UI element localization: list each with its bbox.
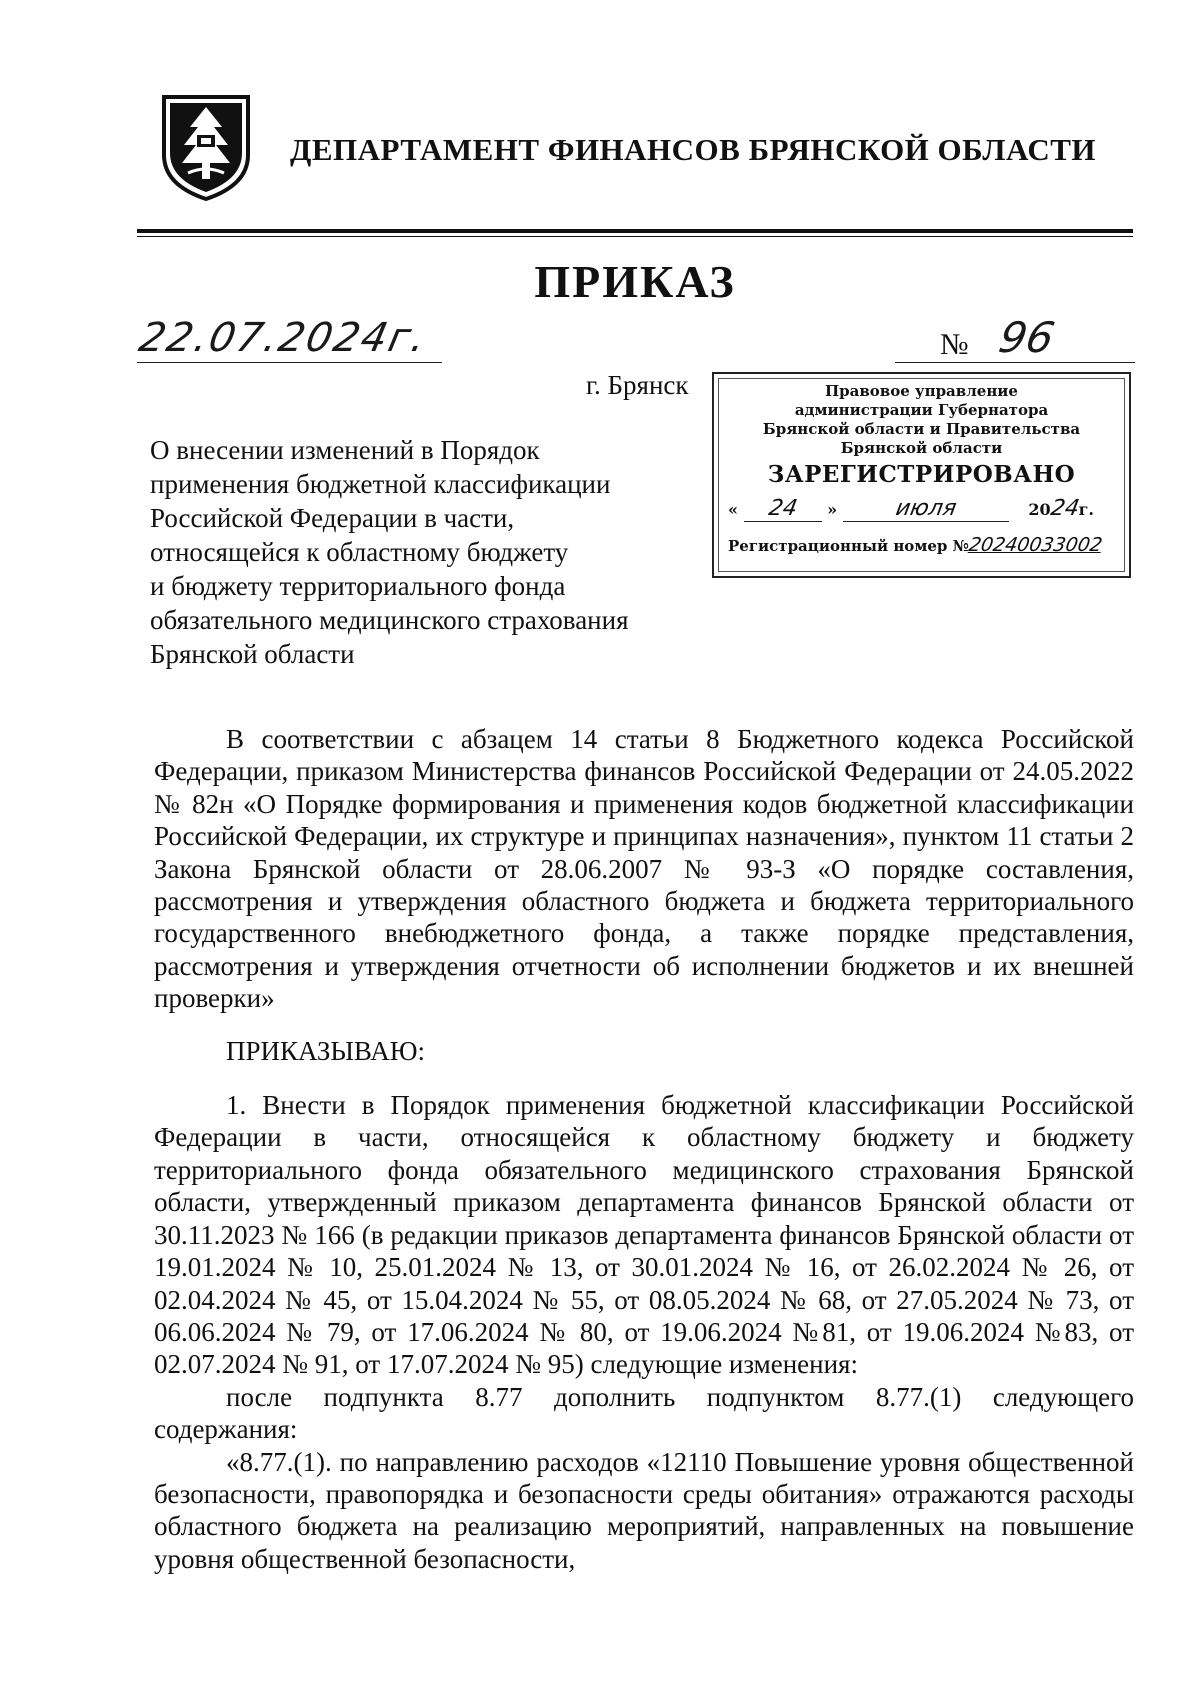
- document-type-title: ПРИКАЗ: [534, 256, 736, 307]
- stamp-month-field: [843, 496, 1009, 522]
- stamp-day-field: [744, 496, 822, 522]
- stamp-registration-row: [728, 534, 1125, 564]
- subject-line: Российской Федерации в части,: [150, 503, 515, 533]
- stamp-year-suffix: 24: [1048, 496, 1081, 521]
- header-divider: [137, 229, 1133, 233]
- subject-line: О внесении изменений в Порядок: [150, 435, 540, 465]
- subject-line: относящейся к областному бюджету: [150, 537, 569, 567]
- stamp-org-line: Брянской области: [840, 439, 1003, 457]
- stamp-year-mark: г.: [1078, 500, 1094, 519]
- preamble-paragraph: В соответствии с абзацем 14 статьи 8 Бюджетного кодекса Российской Федерации, приказом Министерства финансов Российской Федерации от 24.05.2022 № 82н «О Порядке формирования и применения кодов бюджетной классификации Российской Федерации, их структуре и принципах назначения», пунктом 11 статьи 2 Закона Брянской области от 28.06.2007 № 93-З «О порядке составления, рассмотрения и утверждения областного бюджета и бюджета территориального государственного внебюджетного фонда, а также порядке представления, рассмотрения и утверждения отчетности об исполнении бюджетов и их внешней проверки»: [154, 724, 1134, 1014]
- stamp-reg-label: Регистрационный номер №: [728, 537, 969, 555]
- stamp-org-line: администрации Губернатора: [794, 401, 1049, 419]
- stamp-close-quote: »: [827, 500, 838, 519]
- after-item-paragraph: после подпункта 8.77 дополнить подпунктом 8.77.(1) следующего содержания:: [154, 1381, 1134, 1445]
- handwritten-date: 22.07.2024г.: [135, 315, 432, 361]
- stamp-open-quote: «: [728, 500, 738, 519]
- stamp-org-line: Брянской области и Правительства: [762, 420, 1081, 438]
- stamp-day: 24: [766, 496, 799, 521]
- stamp-year-prefix: 20: [1028, 500, 1051, 519]
- date-underline: [137, 362, 442, 363]
- document-body: [154, 723, 1134, 1575]
- stamp-organization: [714, 382, 1129, 458]
- stamp-month: июля: [893, 496, 959, 521]
- subject-line: и бюджету территориального фонда: [150, 571, 566, 601]
- subject-line: применения бюджетной классификации: [150, 469, 611, 499]
- stamp-reg-number: 20240033002: [966, 534, 1104, 556]
- registration-stamp: [712, 372, 1131, 578]
- order-word: ПРИКАЗЫВАЮ:: [226, 1035, 425, 1066]
- stamp-date-row: [728, 496, 1121, 530]
- number-underline: [895, 362, 1135, 363]
- coat-of-arms-emblem: [160, 93, 252, 203]
- subject-line: Брянской области: [150, 639, 355, 669]
- subject-block: [150, 433, 710, 671]
- header-divider-thin: [137, 236, 1133, 237]
- stamp-org-line: Правовое управление: [825, 382, 1018, 400]
- city: г. Брянск: [586, 370, 689, 400]
- item-1-paragraph: 1. Внести в Порядок применения бюджетной классификации Российской Федерации в части, относящейся к областному бюджету и бюджету территориального фонда обязательного медицинского страхования Брянской области, утвержденный приказом департамента финансов Брянской области от 30.11.2023 № 166 (в редакции приказов департамента финансов Брянской области от 19.01.2024 № 10, 25.01.2024 № 13, от 30.01.2024 № 16, от 26.02.2024 № 26, от 02.04.2024 № 45, от 15.04.2024 № 55, от 08.05.2024 № 68, от 27.05.2024 № 73, от 06.06.2024 № 79, от 17.06.2024 № 80, от 19.06.2024 №81, от 19.06.2024 №83, от 02.07.2024 № 91, от 17.07.2024 № 95) следующие изменения:: [154, 1090, 1134, 1380]
- department-name: ДЕПАРТАМЕНТ ФИНАНСОВ БРЯНСКОЙ ОБЛАСТИ: [290, 132, 1097, 167]
- handwritten-number: 96: [994, 313, 1059, 362]
- stamp-status: ЗАРЕГИСТРИРОВАНО: [767, 461, 1076, 488]
- number-label: №: [940, 328, 969, 361]
- quote-paragraph: «8.77.(1). по направлению расходов «12110 Повышение уровня общественной безопасности, правопорядка и безопасности среды обитания» отражаются расходы областного бюджета на реализацию мероприятий, направленных на повышение уровня общественной безопасности,: [154, 1446, 1134, 1574]
- subject-line: обязательного медицинского страхования: [150, 605, 629, 635]
